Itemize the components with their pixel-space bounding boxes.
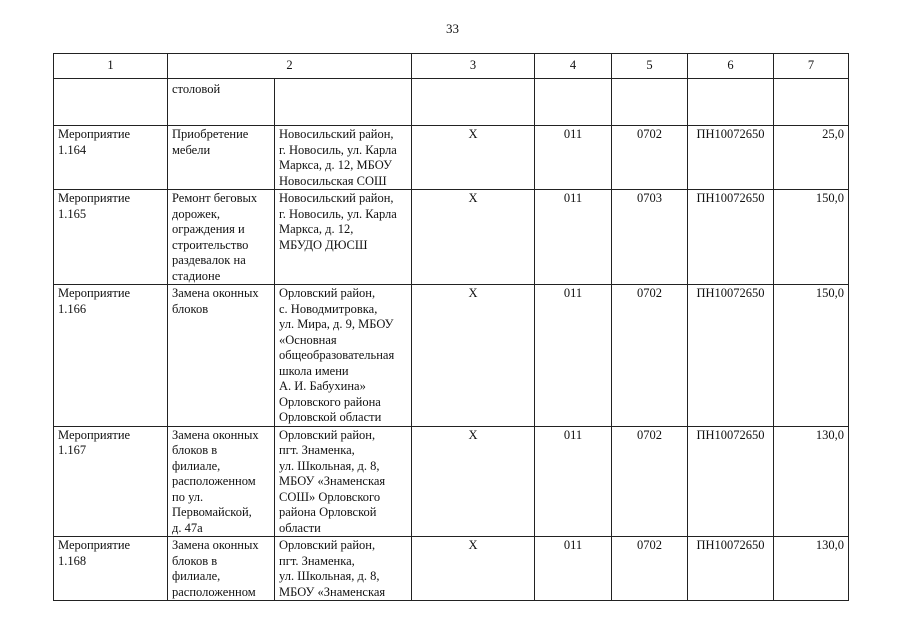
location-cell (275, 190, 412, 285)
header-cell-3: 3 (412, 54, 535, 79)
event-cell-line: 1.165 (58, 206, 87, 221)
name-cell-line: д. 47а (172, 520, 203, 535)
col3-cell: Х (412, 426, 535, 537)
location-cell-line: ул. Школьная, д. 8, (279, 569, 380, 583)
col5-cell: 0702 (612, 126, 688, 190)
location-cell-line: Маркса, д. 12, (279, 222, 354, 236)
name-cell-line: блоков в (172, 443, 218, 457)
location-cell-line: МБУДО ДЮСШ (279, 237, 368, 252)
col4-cell: 011 (535, 190, 612, 285)
table-row (54, 126, 849, 190)
col6-cell: ПН10072650 (688, 426, 774, 537)
location-cell-line: А. И. Бабухина» (279, 379, 366, 393)
location-cell-line: Орловской области (279, 410, 382, 424)
name-cell-line: стадионе (172, 268, 221, 283)
col4-cell: 011 (535, 126, 612, 190)
name-cell-line: Замена оконных (172, 286, 259, 300)
event-cell-line: 1.167 (58, 443, 87, 457)
name-cell-line: расположенном (172, 584, 256, 599)
location-cell-line: Орловского района (279, 394, 381, 409)
location-cell-line: «Основная (279, 332, 337, 347)
name-cell-line: Ремонт беговых (172, 191, 258, 205)
location-cell-line: общеобразовательная (279, 348, 395, 362)
name-cell-line: Приобретение (172, 127, 249, 141)
name-cell (168, 426, 275, 537)
location-cell-line: Маркса, д. 12, МБОУ (279, 158, 392, 172)
location-cell-line: области (279, 520, 321, 535)
event-cell (54, 426, 168, 537)
event-cell (54, 79, 168, 126)
col7-cell: 130,0 (774, 537, 849, 601)
name-cell-line: строительство (172, 237, 249, 252)
location-cell-line: пгт. Знаменка, (279, 553, 355, 568)
col3-cell: Х (412, 285, 535, 427)
name-cell (168, 126, 275, 190)
name-cell-line: филиале, (172, 569, 221, 583)
location-cell-line: МБОУ «Знаменская (279, 584, 386, 599)
name-cell-line: расположенном (172, 474, 256, 488)
location-cell (275, 426, 412, 537)
col6-cell: ПН10072650 (688, 537, 774, 601)
col3-cell (412, 79, 535, 126)
name-cell-line: по ул. (172, 489, 204, 504)
table-row (54, 285, 849, 427)
col6-cell (688, 79, 774, 126)
name-cell-line: филиале, (172, 458, 221, 473)
name-cell-line: блоков (172, 301, 209, 316)
name-cell (168, 285, 275, 427)
location-cell (275, 126, 412, 190)
event-cell (54, 126, 168, 190)
col6-cell: ПН10072650 (688, 190, 774, 285)
event-cell (54, 285, 168, 427)
col5-cell: 0702 (612, 537, 688, 601)
location-cell-line: Новосильская СОШ (279, 173, 387, 188)
name-cell (168, 537, 275, 601)
event-cell-line: Мероприятие (58, 127, 131, 141)
event-cell-line: 1.168 (58, 553, 87, 568)
event-cell-line: Мероприятие (58, 191, 131, 205)
location-cell-line: ул. Школьная, д. 8, (279, 458, 380, 473)
location-cell-line: СОШ» Орловского (279, 489, 381, 504)
name-cell-line: ограждения и (172, 222, 245, 236)
location-cell-line: школа имени (279, 363, 349, 378)
location-cell-line: ул. Мира, д. 9, МБОУ (279, 317, 394, 331)
location-cell (275, 79, 412, 126)
col7-cell: 150,0 (774, 190, 849, 285)
event-cell-line: Мероприятие (58, 538, 131, 552)
location-cell-line: г. Новосиль, ул. Карла (279, 206, 397, 221)
location-cell-line: МБОУ «Знаменская (279, 474, 386, 488)
col5-cell (612, 79, 688, 126)
event-cell-line: 1.166 (58, 301, 87, 316)
event-cell-line: 1.164 (58, 142, 87, 157)
col3-cell: Х (412, 126, 535, 190)
col7-cell (774, 79, 849, 126)
name-cell-line: Замена оконных (172, 427, 259, 442)
col4-cell: 011 (535, 426, 612, 537)
name-cell-line: Замена оконных (172, 538, 259, 552)
col3-cell: Х (412, 190, 535, 285)
location-cell-line: пгт. Знаменка, (279, 443, 355, 457)
header-cell-2: 2 (168, 54, 412, 79)
continuation-row (54, 79, 849, 126)
col4-cell (535, 79, 612, 126)
header-cell-1: 1 (54, 54, 168, 79)
header-cell-7: 7 (774, 54, 849, 79)
name-cell-line: раздевалок на (172, 253, 246, 267)
location-cell-line: Новосильский район, (279, 127, 394, 141)
col5-cell: 0702 (612, 285, 688, 427)
col6-cell: ПН10072650 (688, 285, 774, 427)
event-cell (54, 190, 168, 285)
col7-cell: 150,0 (774, 285, 849, 427)
name-cell-line: Первомайской, (172, 505, 252, 519)
location-cell-line: Орловский район, (279, 538, 376, 552)
col5-cell: 0702 (612, 426, 688, 537)
event-cell-line: Мероприятие (58, 286, 131, 300)
table-row (54, 426, 849, 537)
location-cell (275, 285, 412, 427)
name-cell: столовой (168, 79, 275, 126)
col3-cell: Х (412, 537, 535, 601)
name-cell-line: блоков в (172, 553, 218, 568)
col4-cell: 011 (535, 537, 612, 601)
location-cell-line: с. Новодмитровка, (279, 301, 378, 316)
location-cell-line: района Орловской (279, 505, 377, 519)
header-cell-4: 4 (535, 54, 612, 79)
col7-cell: 130,0 (774, 426, 849, 537)
header-cell-6: 6 (688, 54, 774, 79)
col4-cell: 011 (535, 285, 612, 427)
event-cell (54, 537, 168, 601)
header-row (54, 54, 849, 79)
col6-cell: ПН10072650 (688, 126, 774, 190)
name-cell-line: мебели (172, 142, 211, 157)
location-cell-line: г. Новосиль, ул. Карла (279, 142, 397, 157)
header-cell-5: 5 (612, 54, 688, 79)
col5-cell: 0703 (612, 190, 688, 285)
table-row (54, 537, 849, 601)
col7-cell: 25,0 (774, 126, 849, 190)
location-cell-line: Орловский район, (279, 286, 376, 300)
name-cell-line: дорожек, (172, 206, 221, 221)
location-cell-line: Новосильский район, (279, 191, 394, 205)
location-cell (275, 537, 412, 601)
location-cell-line: Орловский район, (279, 427, 376, 442)
budget-table (53, 53, 849, 601)
name-cell (168, 190, 275, 285)
table-row (54, 190, 849, 285)
page-number: 33 (446, 21, 459, 36)
event-cell-line: Мероприятие (58, 427, 131, 442)
